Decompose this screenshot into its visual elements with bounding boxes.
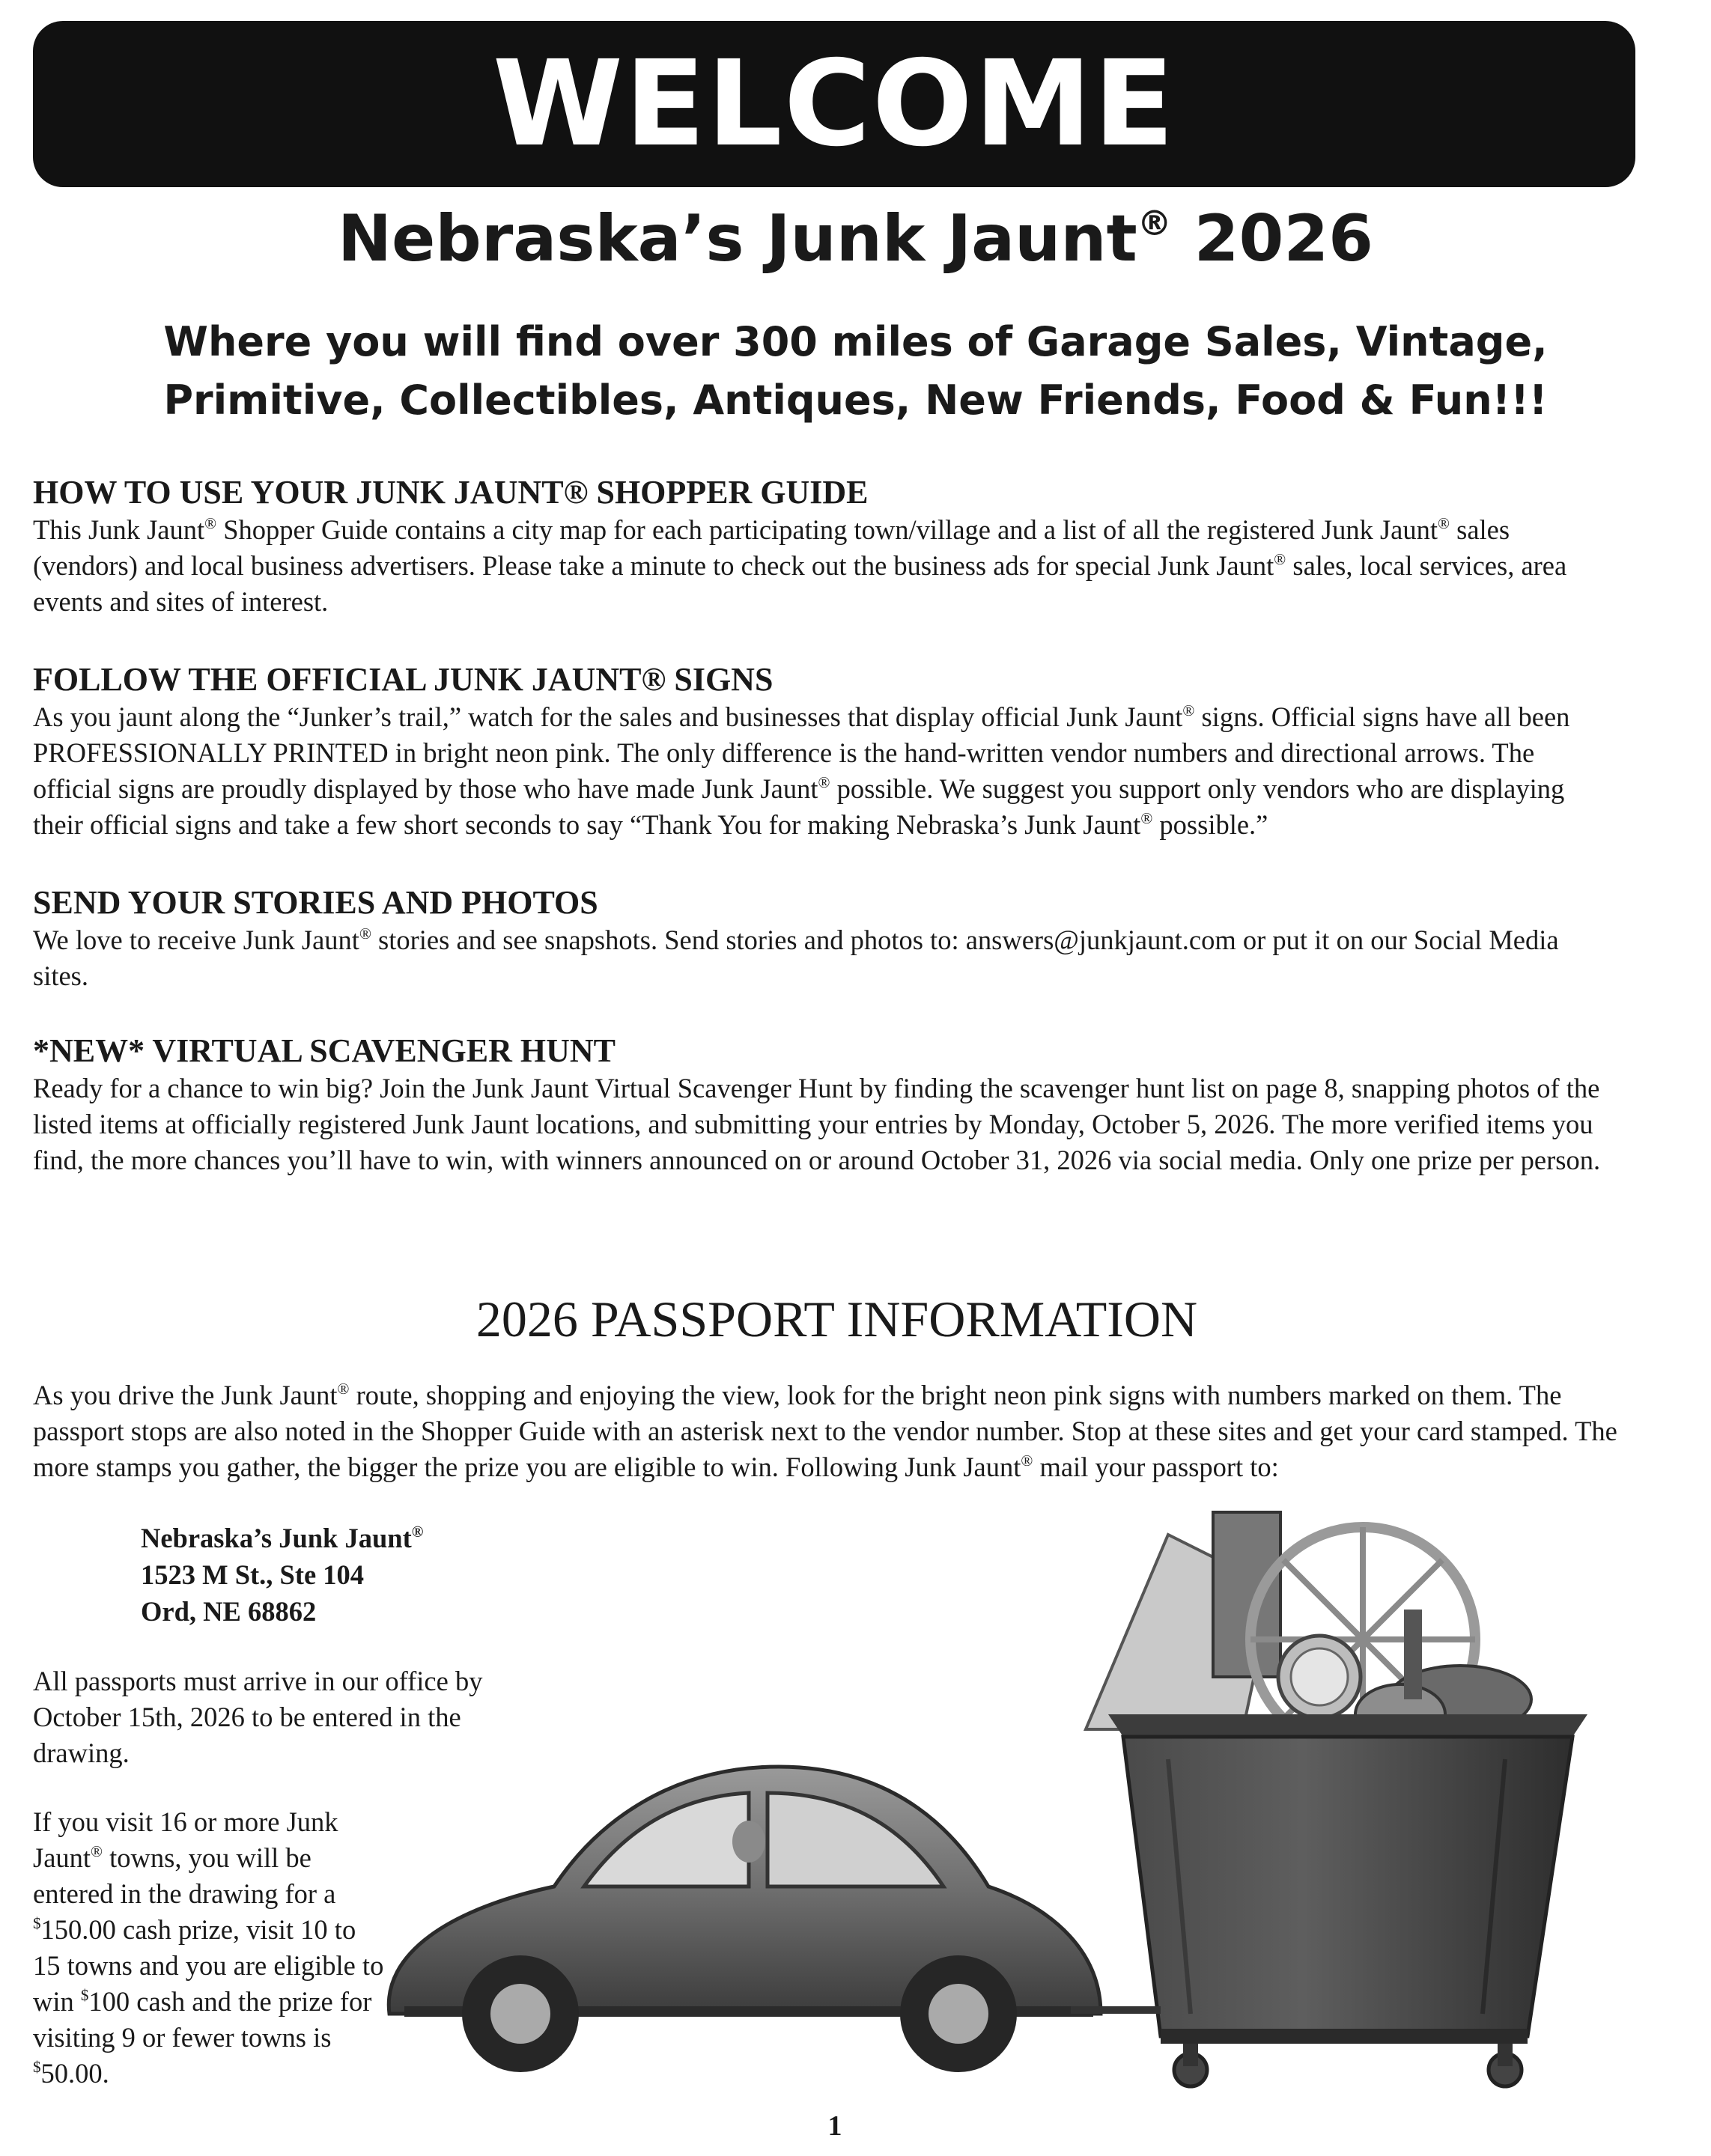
address-name: Nebraska’s Junk Jaunt® [141, 1523, 424, 1553]
banner-title: WELCOME [492, 35, 1176, 173]
section-shopper-guide [33, 473, 1613, 620]
section-scavenger-hunt [33, 1032, 1613, 1178]
section-body: This Junk Jaunt® Shopper Guide contains a city map for each participating town/village and a list of all the registered Junk Jaunt® sales (vendors) and local business advertisers. Please take a minute to check out the business ads for special Junk Jaunt® sales, local services, area events and sites of interest. [33, 514, 1567, 617]
passport-deadline: All passports must arrive in our office by October 15th, 2026 to be entered in the drawing. [33, 1666, 483, 1768]
title-year: 2026 [1194, 201, 1373, 276]
address-street: 1523 M St., Ste 104 [141, 1559, 365, 1590]
section-official-signs [33, 660, 1613, 843]
page-title [0, 201, 1711, 276]
vintage-car [389, 1767, 1161, 2072]
subtitle-line-2: Primitive, Collectibles, Antiques, New Friends, Food & Fun!!! [163, 377, 1548, 424]
passport-intro: As you drive the Junk Jaunt® route, shopping and enjoying the view, look for the bright neon pink signs with numbers marked on them. The passport stops are also noted in the Shopper Guide with an asterisk next to the vendor number. Stop at these sites and get your card stamped. The more stamps you gather, the bigger the prize you are eligible to win. Following Junk Jaunt® mail your passport to: [33, 1380, 1617, 1482]
page-subtitle [0, 313, 1711, 430]
section-body: Ready for a chance to win big? Join the Junk Jaunt Virtual Scavenger Hunt by finding the scavenger hunt list on page 8, snapping photos of the listed items at officially registered Junk Jaunt locations, and submitting your entries by Monday, October 5, 2026. The more verified items you find, the more chances you’ll have to win, with winners announced on or around October 31, 2026 via social media. Only one prize per person. [33, 1073, 1601, 1175]
welcome-banner [33, 21, 1635, 187]
car-and-dumpster-illustration [359, 1490, 1692, 2089]
dumpster [1108, 1714, 1587, 2086]
section-body: We love to receive Junk Jaunt® stories and see snapshots. Send stories and photos to: answers@junkjaunt.com or put it on our Social Media sites. [33, 925, 1559, 991]
subtitle-line-1: Where you will find over 300 miles of Garage Sales, Vintage, [163, 318, 1548, 365]
section-body: As you jaunt along the “Junker’s trail,” watch for the sales and businesses that display official Junk Jaunt® signs. Official signs have all been PROFESSIONALLY PRINTED in bright neon pink. The only difference is the hand-written vendor numbers and directional arrows. The official signs are proudly displayed by those who have made Junk Jaunt® possible. We suggest you support only vendors who are displaying their official signs and take a few short seconds to say “Thank You for making Nebraska’s Junk Jaunt® possible.” [33, 701, 1570, 840]
passport-heading: 2026 PASSPORT INFORMATION [475, 1291, 1198, 1348]
section-heading: *NEW* VIRTUAL SCAVENGER HUNT [33, 1032, 616, 1069]
section-heading: FOLLOW THE OFFICIAL JUNK JAUNT® SIGNS [33, 661, 774, 698]
section-heading: HOW TO USE YOUR JUNK JAUNT® SHOPPER GUIDE [33, 474, 869, 511]
prize-info: If you visit 16 or more Junk Jaunt® towns, you will be entered in the drawing for a $150.00 cash prize, visit 10 to 15 towns and you are eligible to win $100 cash and the prize for visiting 9 or fewer towns is $50.00. [33, 1806, 384, 2089]
section-stories-photos [33, 883, 1613, 994]
page-number: 1 [827, 2110, 842, 2142]
address-city: Ord, NE 68862 [141, 1596, 317, 1627]
title-text: Nebraska’s Junk Jaunt [337, 201, 1137, 276]
section-heading: SEND YOUR STORIES AND PHOTOS [33, 884, 598, 921]
title-registered-mark: ® [1137, 203, 1172, 243]
